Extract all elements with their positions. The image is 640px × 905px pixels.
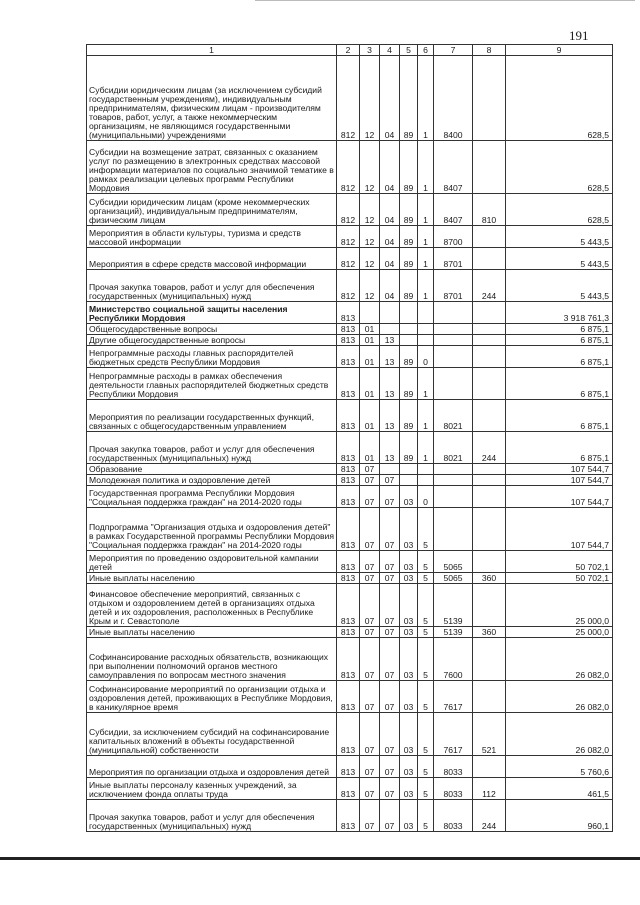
code-cell-3: 01	[360, 400, 380, 432]
code-cell-5: 03	[400, 573, 418, 584]
code-cell-7	[434, 508, 473, 551]
code-cell-6: 1	[418, 432, 434, 464]
table-row	[87, 335, 613, 346]
code-cell-8	[473, 464, 506, 475]
code-cell-6: 5	[418, 681, 434, 713]
code-cell-3: 12	[360, 270, 380, 302]
code-cell-6: 5	[418, 756, 434, 778]
amount-cell: 3 918 761,3	[506, 302, 613, 324]
code-cell-2: 813	[337, 584, 360, 627]
amount-cell: 26 082,0	[506, 713, 613, 756]
code-cell-5	[400, 324, 418, 335]
table-row	[87, 346, 613, 368]
table-row	[87, 627, 613, 638]
code-cell-3: 01	[360, 324, 380, 335]
code-cell-4: 07	[380, 800, 400, 832]
code-cell-2: 813	[337, 432, 360, 464]
code-cell-5: 89	[400, 368, 418, 400]
table-row	[87, 681, 613, 713]
amount-cell: 5 443,5	[506, 226, 613, 248]
code-cell-3: 07	[360, 508, 380, 551]
header-cell: 8	[473, 45, 506, 56]
code-cell-4: 04	[380, 56, 400, 141]
code-cell-7	[434, 302, 473, 324]
table-body	[87, 56, 613, 832]
code-cell-5: 89	[400, 346, 418, 368]
code-cell-7: 5139	[434, 627, 473, 638]
code-cell-3: 01	[360, 368, 380, 400]
code-cell-8	[473, 56, 506, 141]
code-cell-7: 8033	[434, 756, 473, 778]
row-name-cell: Образование	[87, 464, 337, 475]
scan-bottom-rule	[0, 857, 640, 860]
amount-cell: 107 544,7	[506, 508, 613, 551]
code-cell-4: 07	[380, 551, 400, 573]
code-cell-3: 12	[360, 194, 380, 226]
code-cell-2: 813	[337, 573, 360, 584]
code-cell-8	[473, 248, 506, 270]
amount-cell: 6 875,1	[506, 368, 613, 400]
code-cell-8	[473, 368, 506, 400]
row-name-cell: Мероприятия в сфере средств массовой информации	[87, 248, 337, 270]
header-cell: 9	[506, 45, 613, 56]
code-cell-4: 07	[380, 681, 400, 713]
code-cell-6: 5	[418, 508, 434, 551]
code-cell-7: 8407	[434, 141, 473, 194]
row-name-cell: Непрограммные расходы главных распорядителей бюджетных средств Республики Мордовия	[87, 346, 337, 368]
row-name-cell: Молодежная политика и оздоровление детей	[87, 475, 337, 486]
code-cell-4: 07	[380, 778, 400, 800]
code-cell-5: 03	[400, 681, 418, 713]
code-cell-2: 813	[337, 346, 360, 368]
code-cell-3: 01	[360, 432, 380, 464]
amount-cell: 26 082,0	[506, 638, 613, 681]
code-cell-4: 07	[380, 475, 400, 486]
code-cell-6: 5	[418, 627, 434, 638]
code-cell-4: 07	[380, 638, 400, 681]
code-cell-8	[473, 400, 506, 432]
code-cell-6: 5	[418, 551, 434, 573]
amount-cell: 25 000,0	[506, 584, 613, 627]
code-cell-3: 12	[360, 248, 380, 270]
code-cell-2: 812	[337, 56, 360, 141]
table-row	[87, 248, 613, 270]
row-name-cell: Софинансирование расходных обязательств, возникающих при выполнении полномочий органов местного самоуправления по вопросам местного значения	[87, 638, 337, 681]
code-cell-8	[473, 551, 506, 573]
code-cell-6: 5	[418, 573, 434, 584]
code-cell-2: 813	[337, 551, 360, 573]
code-cell-7	[434, 475, 473, 486]
amount-cell: 461,5	[506, 778, 613, 800]
code-cell-7: 8701	[434, 270, 473, 302]
code-cell-3: 07	[360, 713, 380, 756]
code-cell-7	[434, 346, 473, 368]
row-name-cell: Субсидии юридическим лицам (за исключением субсидий государственным учреждениям), индивидуальным предпринимателям, физическим лицам - производителям товаров, работ, услуг, а также некоммерческим организациям, не являющимся государственными (муниципальными) учреждениями	[87, 56, 337, 141]
code-cell-2: 813	[337, 508, 360, 551]
code-cell-5: 89	[400, 194, 418, 226]
code-cell-5	[400, 302, 418, 324]
code-cell-5: 03	[400, 508, 418, 551]
code-cell-5: 03	[400, 584, 418, 627]
table-row	[87, 551, 613, 573]
code-cell-6	[418, 475, 434, 486]
code-cell-3	[360, 302, 380, 324]
code-cell-3: 07	[360, 638, 380, 681]
amount-cell: 5 443,5	[506, 248, 613, 270]
code-cell-6: 0	[418, 346, 434, 368]
table-row	[87, 573, 613, 584]
code-cell-8	[473, 584, 506, 627]
code-cell-6: 1	[418, 270, 434, 302]
code-cell-7	[434, 486, 473, 508]
row-name-cell: Иные выплаты населению	[87, 627, 337, 638]
amount-cell: 5 760,6	[506, 756, 613, 778]
code-cell-5: 89	[400, 248, 418, 270]
code-cell-5	[400, 475, 418, 486]
code-cell-4: 04	[380, 226, 400, 248]
code-cell-2: 813	[337, 756, 360, 778]
code-cell-4: 07	[380, 486, 400, 508]
amount-cell: 628,5	[506, 194, 613, 226]
row-name-cell: Мероприятия по реализации государственных функций, связанных с общегосударственным управлением	[87, 400, 337, 432]
code-cell-5: 89	[400, 270, 418, 302]
row-name-cell: Субсидии, за исключением субсидий на софинансирование капитальных вложений в объекты государственной (муниципальной) собственности	[87, 713, 337, 756]
amount-cell: 6 875,1	[506, 324, 613, 335]
code-cell-8	[473, 302, 506, 324]
code-cell-7: 8033	[434, 778, 473, 800]
code-cell-4: 07	[380, 713, 400, 756]
code-cell-6: 0	[418, 486, 434, 508]
code-cell-4: 13	[380, 432, 400, 464]
header-cell: 7	[434, 45, 473, 56]
code-cell-6	[418, 335, 434, 346]
table-row	[87, 270, 613, 302]
code-cell-8	[473, 756, 506, 778]
code-cell-4	[380, 302, 400, 324]
amount-cell: 107 544,7	[506, 464, 613, 475]
code-cell-8: 360	[473, 627, 506, 638]
code-cell-2: 813	[337, 335, 360, 346]
amount-cell: 25 000,0	[506, 627, 613, 638]
code-cell-8: 244	[473, 270, 506, 302]
code-cell-5: 89	[400, 432, 418, 464]
code-cell-7	[434, 464, 473, 475]
code-cell-3: 01	[360, 346, 380, 368]
code-cell-7	[434, 324, 473, 335]
code-cell-2: 813	[337, 324, 360, 335]
code-cell-7: 8400	[434, 56, 473, 141]
code-cell-2: 813	[337, 627, 360, 638]
code-cell-3: 07	[360, 627, 380, 638]
table-row	[87, 486, 613, 508]
code-cell-2: 812	[337, 248, 360, 270]
code-cell-3: 07	[360, 573, 380, 584]
row-name-cell: Министерство социальной защиты населения Республики Мордовия	[87, 302, 337, 324]
code-cell-3: 12	[360, 141, 380, 194]
code-cell-2: 812	[337, 194, 360, 226]
code-cell-4: 13	[380, 346, 400, 368]
code-cell-3: 12	[360, 226, 380, 248]
table-row	[87, 800, 613, 832]
amount-cell: 6 875,1	[506, 432, 613, 464]
header-cell: 1	[87, 45, 337, 56]
table-row	[87, 584, 613, 627]
code-cell-6	[418, 324, 434, 335]
table-row	[87, 508, 613, 551]
code-cell-8	[473, 638, 506, 681]
row-name-cell: Прочая закупка товаров, работ и услуг для обеспечения государственных (муниципальных) нужд	[87, 800, 337, 832]
code-cell-5: 03	[400, 800, 418, 832]
code-cell-5: 89	[400, 56, 418, 141]
code-cell-5: 89	[400, 400, 418, 432]
code-cell-7: 5065	[434, 573, 473, 584]
code-cell-4	[380, 464, 400, 475]
row-name-cell: Общегосударственные вопросы	[87, 324, 337, 335]
code-cell-8: 810	[473, 194, 506, 226]
amount-cell: 26 082,0	[506, 681, 613, 713]
header-cell: 2	[337, 45, 360, 56]
code-cell-4: 04	[380, 141, 400, 194]
header-cell: 5	[400, 45, 418, 56]
table-row	[87, 324, 613, 335]
table-row	[87, 638, 613, 681]
code-cell-4: 13	[380, 335, 400, 346]
code-cell-6: 1	[418, 248, 434, 270]
code-cell-8	[473, 475, 506, 486]
row-name-cell: Другие общегосударственные вопросы	[87, 335, 337, 346]
table-row	[87, 432, 613, 464]
code-cell-2: 813	[337, 368, 360, 400]
table-row	[87, 756, 613, 778]
amount-cell: 6 875,1	[506, 346, 613, 368]
row-name-cell: Софинансирование мероприятий по организации отдыха и оздоровления детей, проживающих в Республике Мордовия, в каникулярное время	[87, 681, 337, 713]
amount-cell: 5 443,5	[506, 270, 613, 302]
code-cell-3: 12	[360, 56, 380, 141]
amount-cell: 628,5	[506, 56, 613, 141]
code-cell-8: 244	[473, 800, 506, 832]
code-cell-3: 07	[360, 681, 380, 713]
code-cell-3: 07	[360, 486, 380, 508]
code-cell-6: 1	[418, 194, 434, 226]
code-cell-7: 8021	[434, 432, 473, 464]
row-name-cell: Непрограммные расходы в рамках обеспечения деятельности главных распорядителей бюджетных средств Республики Мордовия	[87, 368, 337, 400]
code-cell-2: 813	[337, 400, 360, 432]
code-cell-8	[473, 226, 506, 248]
code-cell-3: 07	[360, 475, 380, 486]
header-cell: 3	[360, 45, 380, 56]
code-cell-8: 112	[473, 778, 506, 800]
code-cell-4: 07	[380, 584, 400, 627]
amount-cell: 50 702,1	[506, 573, 613, 584]
budget-table	[86, 44, 613, 832]
amount-cell: 628,5	[506, 141, 613, 194]
table-row	[87, 713, 613, 756]
scan-top-rule	[255, 0, 635, 1]
code-cell-4: 07	[380, 627, 400, 638]
code-cell-8	[473, 681, 506, 713]
code-cell-3: 07	[360, 756, 380, 778]
table-row	[87, 475, 613, 486]
code-cell-6	[418, 302, 434, 324]
code-cell-7: 8021	[434, 400, 473, 432]
code-cell-7: 7617	[434, 713, 473, 756]
code-cell-8: 521	[473, 713, 506, 756]
code-cell-6: 1	[418, 141, 434, 194]
code-cell-7: 7600	[434, 638, 473, 681]
code-cell-2: 813	[337, 302, 360, 324]
code-cell-3: 07	[360, 584, 380, 627]
code-cell-4: 13	[380, 400, 400, 432]
amount-cell: 6 875,1	[506, 335, 613, 346]
table-row	[87, 368, 613, 400]
code-cell-2: 812	[337, 270, 360, 302]
table-row	[87, 194, 613, 226]
page-number: 191	[569, 28, 589, 43]
code-cell-8	[473, 486, 506, 508]
row-name-cell: Государственная программа Республики Мордовия "Социальная поддержка граждан" на 2014-2020 годы	[87, 486, 337, 508]
code-cell-2: 813	[337, 681, 360, 713]
code-cell-3: 07	[360, 464, 380, 475]
table-row	[87, 778, 613, 800]
code-cell-8	[473, 335, 506, 346]
table-row	[87, 56, 613, 141]
code-cell-6: 5	[418, 778, 434, 800]
code-cell-7: 7617	[434, 681, 473, 713]
code-cell-8: 360	[473, 573, 506, 584]
code-cell-6: 1	[418, 368, 434, 400]
code-cell-5: 03	[400, 638, 418, 681]
code-cell-4: 04	[380, 194, 400, 226]
table-row	[87, 302, 613, 324]
code-cell-8	[473, 508, 506, 551]
amount-cell: 6 875,1	[506, 400, 613, 432]
amount-cell: 107 544,7	[506, 475, 613, 486]
code-cell-6: 1	[418, 400, 434, 432]
row-name-cell: Мероприятия по проведению оздоровительной кампании детей	[87, 551, 337, 573]
table-header-row	[87, 45, 613, 56]
code-cell-2: 813	[337, 800, 360, 832]
code-cell-8	[473, 141, 506, 194]
code-cell-6	[418, 464, 434, 475]
row-name-cell: Финансовое обеспечение мероприятий, связанных с отдыхом и оздоровлением детей в организациях отдыха детей и их оздоровления, расположенных в Республике Крым и г. Севастополе	[87, 584, 337, 627]
code-cell-6: 1	[418, 56, 434, 141]
code-cell-2: 813	[337, 486, 360, 508]
code-cell-4: 04	[380, 248, 400, 270]
code-cell-8: 244	[473, 432, 506, 464]
code-cell-7	[434, 368, 473, 400]
code-cell-7	[434, 335, 473, 346]
row-name-cell: Мероприятия по организации отдыха и оздоровления детей	[87, 756, 337, 778]
code-cell-5: 89	[400, 226, 418, 248]
table-row	[87, 400, 613, 432]
table-row	[87, 464, 613, 475]
code-cell-4: 07	[380, 573, 400, 584]
code-cell-4: 13	[380, 368, 400, 400]
code-cell-7: 8033	[434, 800, 473, 832]
row-name-cell: Подпрограмма "Организация отдыха и оздоровления детей" в рамках Государственной программы Республики Мордовия "Социальная поддержка граждан" на 2014-2020 годы	[87, 508, 337, 551]
header-cell: 6	[418, 45, 434, 56]
code-cell-2: 813	[337, 475, 360, 486]
code-cell-2: 813	[337, 464, 360, 475]
code-cell-8	[473, 346, 506, 368]
code-cell-6: 5	[418, 638, 434, 681]
code-cell-5	[400, 464, 418, 475]
header-cell: 4	[380, 45, 400, 56]
code-cell-4: 07	[380, 756, 400, 778]
code-cell-5: 03	[400, 713, 418, 756]
table-row	[87, 141, 613, 194]
code-cell-4: 07	[380, 508, 400, 551]
code-cell-5: 03	[400, 627, 418, 638]
amount-cell: 107 544,7	[506, 486, 613, 508]
code-cell-7: 8700	[434, 226, 473, 248]
row-name-cell: Прочая закупка товаров, работ и услуг для обеспечения государственных (муниципальных) нужд	[87, 270, 337, 302]
code-cell-5: 03	[400, 756, 418, 778]
code-cell-7: 5065	[434, 551, 473, 573]
code-cell-2: 813	[337, 778, 360, 800]
code-cell-3: 07	[360, 778, 380, 800]
code-cell-6: 1	[418, 226, 434, 248]
code-cell-6: 5	[418, 800, 434, 832]
code-cell-7: 5139	[434, 584, 473, 627]
row-name-cell: Прочая закупка товаров, работ и услуг для обеспечения государственных (муниципальных) нужд	[87, 432, 337, 464]
code-cell-7: 8407	[434, 194, 473, 226]
code-cell-4: 04	[380, 270, 400, 302]
code-cell-2: 813	[337, 638, 360, 681]
code-cell-3: 07	[360, 551, 380, 573]
code-cell-5: 03	[400, 778, 418, 800]
code-cell-5	[400, 335, 418, 346]
code-cell-5: 03	[400, 551, 418, 573]
code-cell-6: 5	[418, 584, 434, 627]
code-cell-3: 07	[360, 800, 380, 832]
row-name-cell: Иные выплаты населению	[87, 573, 337, 584]
code-cell-4	[380, 324, 400, 335]
code-cell-6: 5	[418, 713, 434, 756]
amount-cell: 50 702,1	[506, 551, 613, 573]
code-cell-3: 01	[360, 335, 380, 346]
code-cell-7: 8701	[434, 248, 473, 270]
row-name-cell: Субсидии юридическим лицам (кроме некоммерческих организаций), индивидуальным предпринимателям, физическим лицам	[87, 194, 337, 226]
code-cell-2: 812	[337, 226, 360, 248]
row-name-cell: Субсидии на возмещение затрат, связанных с оказанием услуг по размещению в электронных средствах массовой информации материалов по социально значимой тематике в рамках реализации целевых программ Республики Мордовия	[87, 141, 337, 194]
amount-cell: 960,1	[506, 800, 613, 832]
code-cell-5: 03	[400, 486, 418, 508]
code-cell-5: 89	[400, 141, 418, 194]
table-row	[87, 226, 613, 248]
code-cell-2: 813	[337, 713, 360, 756]
code-cell-2: 812	[337, 141, 360, 194]
row-name-cell: Иные выплаты персоналу казенных учреждений, за исключением фонда оплаты труда	[87, 778, 337, 800]
code-cell-8	[473, 324, 506, 335]
row-name-cell: Мероприятия в области культуры, туризма и средств массовой информации	[87, 226, 337, 248]
